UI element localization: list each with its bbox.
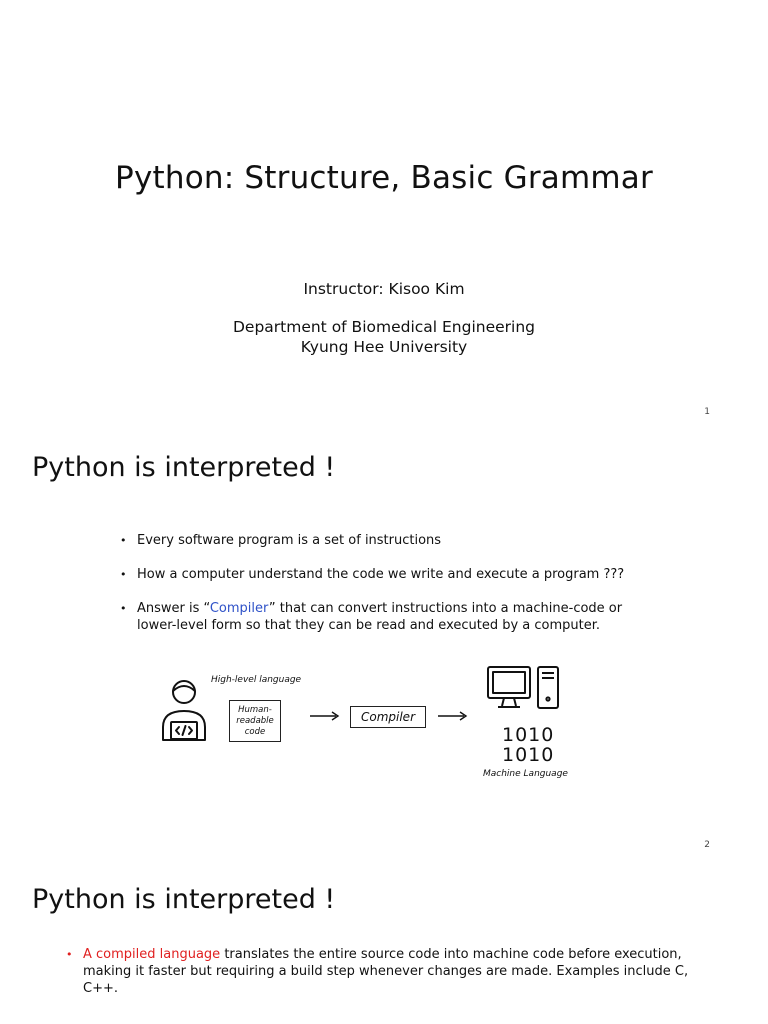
highlight-compiled-language: A compiled language [83, 947, 221, 962]
high-level-language-label: High-level language [211, 675, 302, 685]
slide-compiler [0, 432, 768, 864]
slide-title: Python is interpreted ! [32, 884, 336, 915]
bullet-list [66, 946, 706, 997]
university-name: Kyung Hee University [300, 338, 468, 356]
binary-code [502, 725, 554, 765]
presentation-title: Python: Structure, Basic Grammar [115, 160, 653, 196]
bullet-item [66, 946, 706, 997]
arrow-right-icon [310, 710, 340, 722]
title-slide [0, 0, 768, 432]
machine-language-label: Machine Language [483, 769, 568, 779]
slide-compiled-language [0, 864, 768, 1024]
bullet-text: Answer is “ [137, 601, 210, 616]
bullet-item [120, 600, 640, 634]
bullet-text: translates the entire source code into machine code before execution, making it faster but requiring a build step whenever changes are made. Examples include C, C++. [83, 947, 689, 996]
human-readable-code-box: Human-readable code [229, 700, 281, 742]
bullet-list [120, 532, 640, 651]
page-number: 2 [704, 840, 710, 850]
instructor-name: Instructor: Kisoo Kim [303, 280, 465, 298]
compiler-box: Compiler [350, 706, 426, 728]
arrow-right-icon [438, 710, 468, 722]
bullet-text: ” that can convert instructions into a machine-code or lower-level form so that they can be read and executed by a computer. [137, 601, 623, 633]
bullet-item: • How a computer understand the code we write and execute a program ??? [120, 566, 640, 583]
programmer-icon [159, 677, 209, 743]
binary-line: 1010 [502, 724, 555, 746]
binary-line: 1010 [502, 744, 555, 766]
computer-icon [486, 665, 562, 711]
highlight-compiler: Compiler [209, 601, 269, 616]
page-number: 1 [704, 407, 710, 417]
bullet-item: • Every software program is a set of instructions [120, 532, 640, 549]
slide-title: Python is interpreted ! [32, 452, 336, 483]
department-name: Department of Biomedical Engineering [232, 318, 536, 336]
